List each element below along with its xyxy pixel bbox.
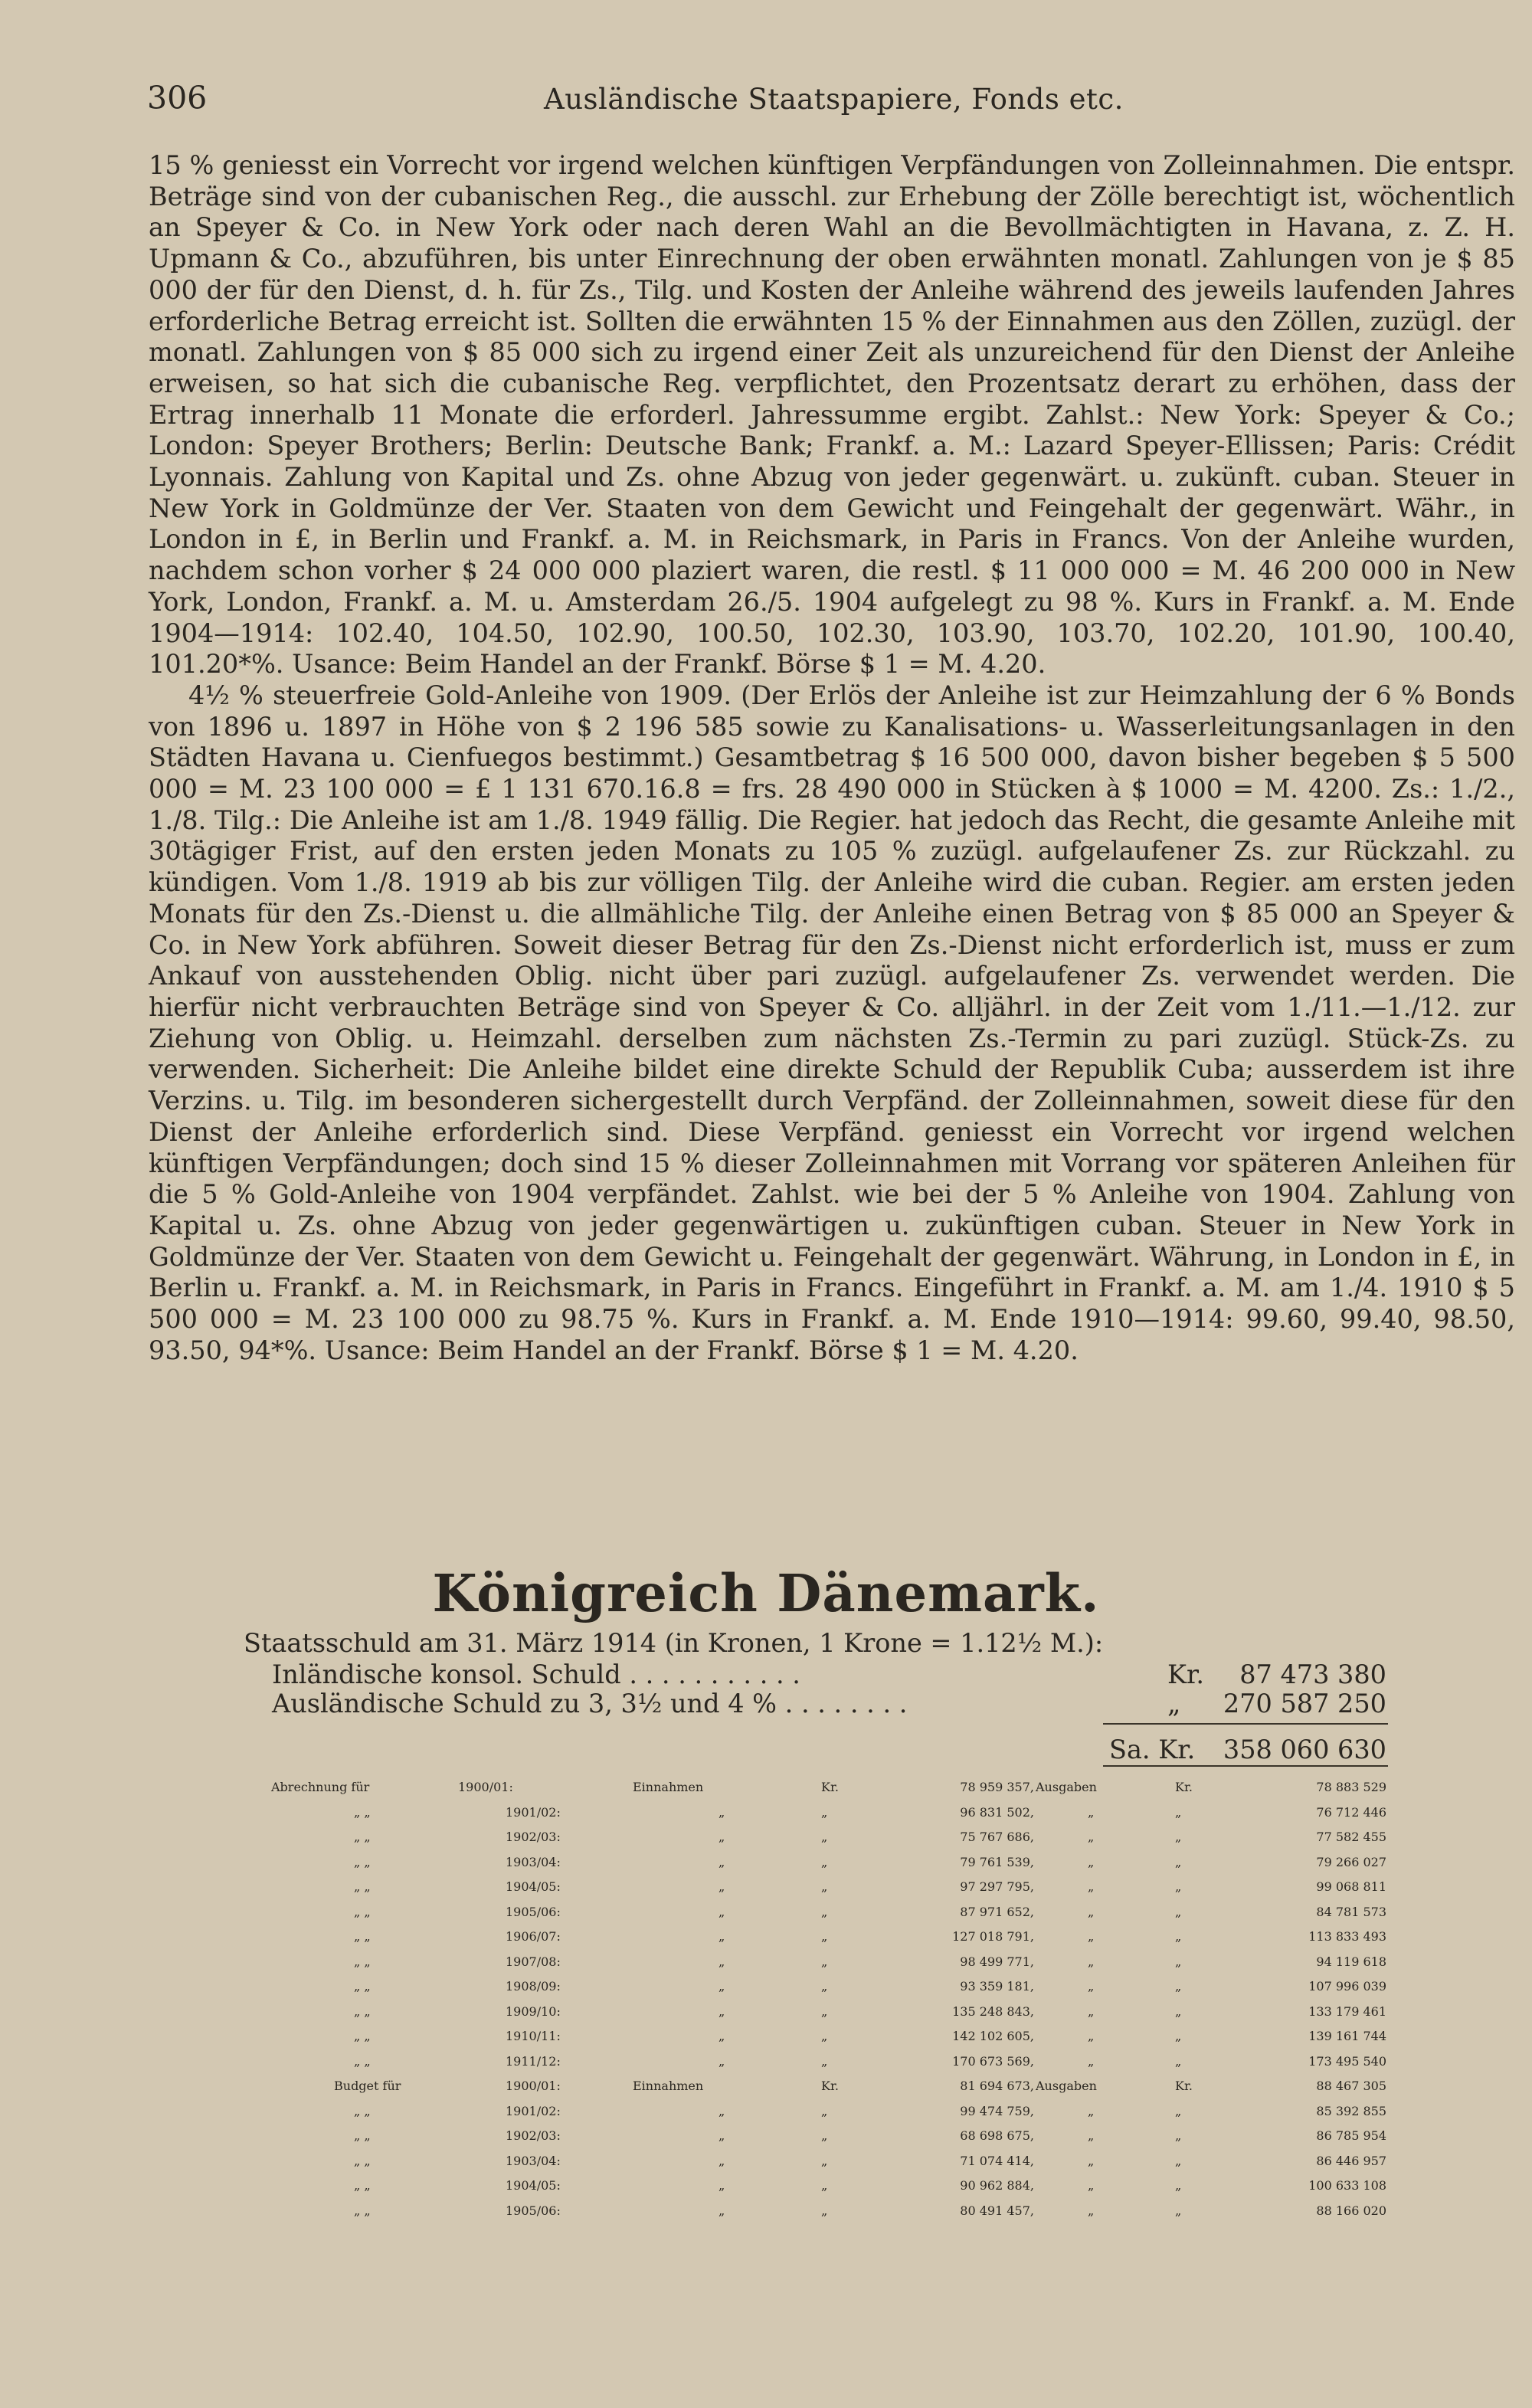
table-row: [0, 1954, 1532, 1980]
income-label: „: [719, 2003, 725, 2019]
row-label: „ „: [354, 1804, 371, 1820]
income-value: 90 962 884,: [960, 2178, 1034, 2193]
fiscal-year: 1901/02:: [506, 1804, 561, 1820]
income-value: 75 767 686,: [960, 1830, 1034, 1844]
expense-label: „: [1088, 1979, 1095, 1994]
debt-amount: 87 473 380: [1239, 1659, 1386, 1689]
paragraph: 15 % geniesst ein Vorrecht vor irgend welchen künftigen Verpfändungen von Zolleinnahmen. Die entspr. Beträge sind von der cubanischen Reg., die ausschl. zur Erhebung der Zölle berechtigt ist, wöchentlich an Speyer & Co. in New York oder nach deren Wahl an die Bevollmächtigten in Havana, z. Z. H. Upmann & Co., abzuführen, bis unter Einrechnung der oben erwähnten monatl. Zahlungen von je $ 85 000 der für den Dienst, d. h. für Zs., Tilg. und Kosten der Anleihe während des jeweils laufenden Jahres erforderliche Betrag erreicht ist. Sollten die erwähnten 15 % der Einnahmen aus den Zöllen, zuzügl. der monatl. Zahlungen von $ 85 000 sich zu irgend einer Zeit als unzureichend für den Dienst der Anleihe erweisen, so hat sich die cubanische Reg. verpflichtet, den Prozentsatz derart zu erhöhen, dass der Ertrag innerhalb 11 Monate die erforderl. Jahressumme ergibt. Zahlst.: New York: Speyer & Co.; London: Speyer Brothers; Berlin: Deutsche Bank; Frankf. a. M.: Lazard Speyer-Ellissen; Paris: Crédit Lyonnais. Zahlung von Kapital und Zs. ohne Abzug von jeder gegenwärt. u. zukünft. cuban. Steuer in New York in Goldmünze der Ver. Staaten von dem Gewicht und Feingehalt der gegenwärt. Währ., in London in £, in Berlin und Frankf. a. M. in Reichsmark, in Paris in Francs. Von der Anleihe wurden, nachdem schon vorher $ 24 000 000 plaziert waren, die restl. $ 11 000 000 = M. 46 200 000 in New York, London, Frankf. a. M. u. Amsterdam 26./5. 1904 aufgelegt zu 98 %. Kurs in Frankf. a. M. Ende 1904—1914: 102.40, 104.50, 102.90, 100.50, 102.30, 103.90, 103.70, 102.20, 101.90, 100.40, 101.20*%. Usance: Beim Handel an der Frankf. Börse $ 1 = M. 4.20.: [149, 150, 1515, 680]
row-label: „ „: [354, 1929, 371, 1944]
income-label: „: [719, 2103, 725, 2118]
expense-unit: „: [1175, 1904, 1182, 1919]
expense-value: 99 068 811: [1316, 1879, 1386, 1894]
income-value: 135 248 843,: [952, 2003, 1034, 2019]
income-value: 81 694 673,: [960, 2079, 1034, 2093]
fiscal-year: 1901/02:: [506, 2103, 561, 2118]
row-label: „ „: [354, 2203, 371, 2218]
income-unit: „: [821, 2178, 828, 2193]
income-value: 87 971 652,: [960, 1904, 1034, 1919]
row-label: „ „: [354, 1954, 371, 1969]
expense-value: 100 633 108: [1308, 2178, 1386, 2193]
row-label: „ „: [354, 2029, 371, 2043]
table-row: [0, 1855, 1532, 1880]
expense-value: 78 883 529: [1316, 1780, 1386, 1794]
expense-unit: „: [1175, 2029, 1182, 2043]
debt-label: Ausländische Schuld zu 3, 3½ und 4 % . . . . . . . .: [272, 1689, 908, 1718]
income-label: „: [719, 2178, 725, 2193]
income-unit: Kr.: [821, 1780, 839, 1794]
fiscal-year: 1911/12:: [506, 2053, 561, 2069]
income-unit: „: [821, 1854, 828, 1869]
row-label: „ „: [354, 2153, 371, 2168]
expense-label: „: [1088, 2029, 1095, 2043]
fiscal-year: 1908/09:: [506, 1979, 561, 1994]
row-label: „ „: [354, 1879, 371, 1894]
expense-label: „: [1088, 1804, 1095, 1820]
fiscal-year: 1910/11:: [506, 2029, 561, 2043]
table-row: [0, 2154, 1532, 2179]
table-row: [0, 1979, 1532, 2004]
paragraph: 4½ % steuerfreie Gold-Anleihe von 1909. (Der Erlös der Anleihe ist zur Heimzahlung der 6 % Bonds von 1896 u. 1897 in Höhe von $ 2 196 585 sowie zu Kanalisations- u. Wasserleitungsanlagen in den Städten Havana u. Cienfuegos bestimmt.) Gesamtbetrag $ 16 500 000, davon bisher begeben $ 5 500 000 = M. 23 100 000 = £ 1 131 670.16.8 = frs. 28 490 000 in Stücken à $ 1000 = M. 4200. Zs.: 1./2., 1./8. Tilg.: Die Anleihe ist am 1./8. 1949 fällig. Die Regier. hat jedoch das Recht, die gesamte Anleihe mit 30tägiger Frist, auf den ersten jeden Monats zu 105 % zuzügl. aufgelaufener Zs. zur Rückzahl. zu kündigen. Vom 1./8. 1919 ab bis zur völligen Tilg. der Anleihe wird die cuban. Regier. am ersten jeden Monats für den Zs.-Dienst u. die allmähliche Tilg. der Anleihe einen Betrag von $ 85 000 an Speyer & Co. in New York abführen. Soweit dieser Betrag für den Zs.-Dienst nicht erforderlich ist, muss er zum Ankauf von ausstehenden Oblig. nicht über pari zuzügl. aufgelaufener Zs. verwendet werden. Die hierfür nicht verbrauchten Beträge sind von Speyer & Co. alljährl. in der Zeit vom 1./11.—1./12. zur Ziehung von Oblig. u. Heimzahl. derselben zum nächsten Zs.-Termin zu pari zuzügl. Stück-Zs. zu verwenden. Sicherheit: Die Anleihe bildet eine direkte Schuld der Republik Cuba; ausserdem ist ihre Verzins. u. Tilg. im besonderen sichergestellt durch Verpfänd. der Zolleinnahmen, soweit diese für den Dienst der Anleihe erforderlich sind. Diese Verpfänd. geniesst ein Vorrecht vor irgend welchen künftigen Verpfändungen; doch sind 15 % dieser Zolleinnahmen mit Vorrang vor späteren Anleihen für die 5 % Gold-Anleihe von 1904 verpfändet. Zahlst. wie bei der 5 % Anleihe von 1904. Zahlung von Kapital u. Zs. ohne Abzug von jeder gegenwärtigen u. zukünftigen cuban. Steuer in New York in Goldmünze der Ver. Staaten von dem Gewicht u. Feingehalt der gegenwärt. Währung, in London in £, in Berlin u. Frankf. a. M. in Reichsmark, in Paris in Francs. Eingeführt in Frankf. a. M. am 1./4. 1910 $ 5 500 000 = M. 23 100 000 zu 98.75 %. Kurs in Frankf. a. M. Ende 1910—1914: 99.60, 99.40, 98.50, 93.50, 94*%. Usance: Beim Handel an der Frankf. Börse $ 1 = M. 4.20.: [149, 680, 1515, 1365]
fiscal-year: 1903/04:: [506, 1854, 561, 1869]
expense-value: 86 785 954: [1316, 2128, 1386, 2143]
fiscal-year: 1902/03:: [506, 1830, 561, 1844]
income-unit: „: [821, 1979, 828, 1994]
debt-intro: Staatsschuld am 31. März 1914 (in Kronen, 1 Krone = 1.12½ M.):: [244, 1628, 1104, 1658]
expense-unit: „: [1175, 1854, 1182, 1869]
income-label: „: [719, 1854, 725, 1869]
debt-unit: Kr.: [1167, 1659, 1205, 1689]
row-label: Abrechnung für: [271, 1780, 370, 1794]
income-label: „: [719, 1979, 725, 1994]
table-row: [0, 2128, 1532, 2154]
expense-label: „: [1088, 2103, 1095, 2118]
fiscal-year: 1904/05:: [506, 2178, 561, 2193]
expense-value: 139 161 744: [1308, 2029, 1386, 2043]
income-value: 99 474 759,: [960, 2103, 1034, 2118]
total-label: Sa. Kr.: [1109, 1735, 1196, 1764]
table-row: [0, 1879, 1532, 1905]
table-row: [0, 2054, 1532, 2079]
expense-label: „: [1088, 1879, 1095, 1894]
expense-unit: „: [1175, 2178, 1182, 2193]
income-label: „: [719, 1929, 725, 1944]
expense-value: 88 467 305: [1316, 2079, 1386, 2093]
row-label: „ „: [354, 2178, 371, 2193]
expense-value: 86 446 957: [1316, 2153, 1386, 2168]
income-label: „: [719, 2029, 725, 2043]
expense-value: 107 996 039: [1308, 1979, 1386, 1994]
expense-unit: Kr.: [1175, 1780, 1193, 1794]
income-label: „: [719, 1830, 725, 1844]
income-value: 96 831 502,: [960, 1804, 1034, 1820]
table-row: [0, 2203, 1532, 2229]
expense-value: 113 833 493: [1308, 1929, 1386, 1944]
income-unit: „: [821, 1804, 828, 1820]
income-unit: „: [821, 2029, 828, 2043]
fiscal-year: 1902/03:: [506, 2128, 561, 2143]
income-value: 127 018 791,: [952, 1929, 1034, 1944]
fiscal-year: 1903/04:: [506, 2153, 561, 2168]
expense-value: 77 582 455: [1316, 1830, 1386, 1844]
expense-label: „: [1088, 2128, 1095, 2143]
debt-amount: 270 587 250: [1223, 1689, 1386, 1718]
expense-value: 133 179 461: [1308, 2003, 1386, 2019]
row-label: „ „: [354, 2053, 371, 2069]
expense-label: „: [1088, 1830, 1095, 1844]
fiscal-year: 1906/07:: [506, 1929, 561, 1944]
income-unit: „: [821, 1904, 828, 1919]
page-header: [146, 80, 1517, 126]
row-label: „ „: [354, 2003, 371, 2019]
income-label: „: [719, 2053, 725, 2069]
expense-unit: „: [1175, 2103, 1182, 2118]
expense-label: „: [1088, 1854, 1095, 1869]
sum-rule: [1103, 1765, 1388, 1767]
income-unit: „: [821, 2128, 828, 2143]
income-label: „: [719, 2203, 725, 2218]
expense-label: „: [1088, 1954, 1095, 1969]
fiscal-year: 1900/01:: [506, 2079, 561, 2093]
expense-value: 88 166 020: [1316, 2203, 1386, 2218]
income-value: 78 959 357,: [960, 1780, 1034, 1794]
table-row: [0, 2079, 1532, 2104]
fiscal-year: 1905/06:: [506, 1904, 561, 1919]
page-number: 306: [147, 80, 208, 116]
income-unit: „: [821, 1830, 828, 1844]
expense-value: 76 712 446: [1316, 1804, 1386, 1820]
income-unit: „: [821, 2103, 828, 2118]
income-unit: „: [821, 2153, 828, 2168]
income-label: „: [719, 2128, 725, 2143]
expense-value: 84 781 573: [1316, 1904, 1386, 1919]
row-label: „ „: [354, 2103, 371, 2118]
income-unit: „: [821, 1879, 828, 1894]
table-row: [0, 2029, 1532, 2054]
income-value: 68 698 675,: [960, 2128, 1034, 2143]
running-title: Ausländische Staatspapiere, Fonds etc.: [544, 83, 1124, 116]
income-value: 80 491 457,: [960, 2203, 1034, 2218]
expense-unit: „: [1175, 2203, 1182, 2218]
table-row: [0, 2104, 1532, 2129]
table-row: [0, 1805, 1532, 1830]
income-label: „: [719, 1879, 725, 1894]
income-value: 93 359 181,: [960, 1979, 1034, 1994]
income-label: Einnahmen: [633, 2079, 704, 2093]
accounts-table: [0, 1780, 1532, 2228]
expense-unit: „: [1175, 1954, 1182, 1969]
expense-unit: „: [1175, 1979, 1182, 1994]
total-amount: 358 060 630: [1223, 1735, 1386, 1764]
income-label: „: [719, 2153, 725, 2168]
income-value: 98 499 771,: [960, 1954, 1034, 1969]
table-row: [0, 1780, 1532, 1805]
expense-unit: Kr.: [1175, 2079, 1193, 2093]
expense-label: „: [1088, 1929, 1095, 1944]
income-value: 170 673 569,: [952, 2053, 1034, 2069]
body-text: [149, 150, 1515, 1366]
income-unit: „: [821, 1954, 828, 1969]
row-label: Budget für: [334, 2079, 401, 2093]
expense-unit: „: [1175, 1804, 1182, 1820]
income-unit: „: [821, 1929, 828, 1944]
table-row: [0, 1929, 1532, 1954]
row-label: „ „: [354, 1854, 371, 1869]
income-label: „: [719, 1804, 725, 1820]
expense-unit: „: [1175, 2128, 1182, 2143]
expense-label: „: [1088, 2053, 1095, 2069]
income-value: 97 297 795,: [960, 1879, 1034, 1894]
fiscal-year: 1907/08:: [506, 1954, 561, 1969]
sum-rule: [1103, 1723, 1388, 1725]
debt-label: Inländische konsol. Schuld . . . . . . . . . . .: [272, 1659, 800, 1689]
expense-value: 79 266 027: [1316, 1854, 1386, 1869]
income-value: 71 074 414,: [960, 2153, 1034, 2168]
income-value: 79 761 539,: [960, 1854, 1034, 1869]
expense-label: „: [1088, 2153, 1095, 2168]
fiscal-year: 1905/06:: [506, 2203, 561, 2218]
expense-label: „: [1088, 2203, 1095, 2218]
expense-label: „: [1088, 2003, 1095, 2019]
expense-label: „: [1088, 1904, 1095, 1919]
expense-value: 94 119 618: [1316, 1954, 1386, 1969]
expense-unit: „: [1175, 1830, 1182, 1844]
row-label: „ „: [354, 1904, 371, 1919]
expense-value: 85 392 855: [1316, 2103, 1386, 2118]
income-unit: „: [821, 2003, 828, 2019]
expense-unit: „: [1175, 1929, 1182, 1944]
expense-value: 173 495 540: [1308, 2053, 1386, 2069]
fiscal-year: 1909/10:: [506, 2003, 561, 2019]
row-label: „ „: [354, 1830, 371, 1844]
table-row: [0, 1830, 1532, 1855]
expense-label: Ausgaben: [1036, 1780, 1097, 1794]
debt-unit: „: [1167, 1689, 1181, 1718]
income-value: 142 102 605,: [952, 2029, 1034, 2043]
expense-unit: „: [1175, 2153, 1182, 2168]
income-unit: „: [821, 2053, 828, 2069]
expense-unit: „: [1175, 1879, 1182, 1894]
income-label: Einnahmen: [633, 1780, 704, 1794]
fiscal-year: 1900/01:: [458, 1780, 513, 1794]
expense-label: „: [1088, 2178, 1095, 2193]
income-label: „: [719, 1904, 725, 1919]
table-row: [0, 2178, 1532, 2203]
table-row: [0, 2004, 1532, 2030]
expense-unit: „: [1175, 2053, 1182, 2069]
row-label: „ „: [354, 1979, 371, 1994]
fiscal-year: 1904/05:: [506, 1879, 561, 1894]
section-title: Königreich Dänemark.: [432, 1563, 1100, 1623]
expense-unit: „: [1175, 2003, 1182, 2019]
row-label: „ „: [354, 2128, 371, 2143]
income-label: „: [719, 1954, 725, 1969]
income-unit: „: [821, 2203, 828, 2218]
expense-label: Ausgaben: [1036, 2079, 1097, 2093]
table-row: [0, 1905, 1532, 1930]
income-unit: Kr.: [821, 2079, 839, 2093]
